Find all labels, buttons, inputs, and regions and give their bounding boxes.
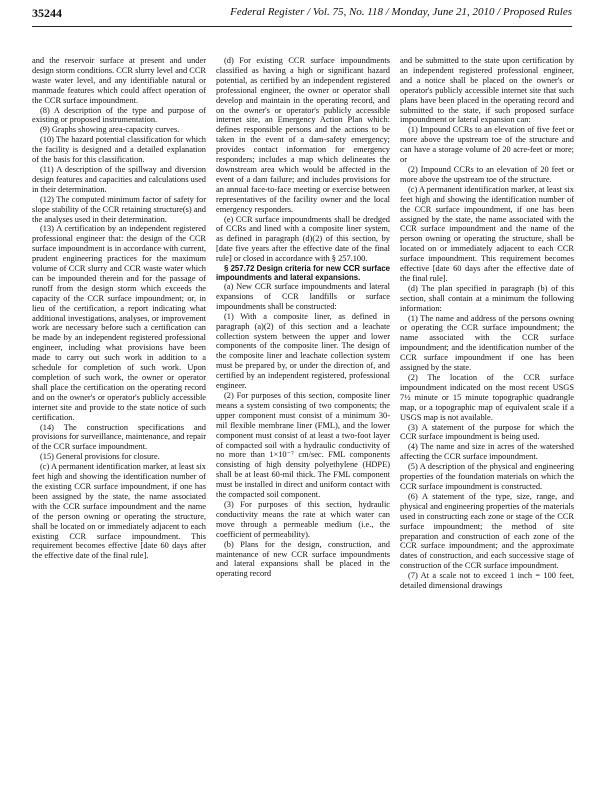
paragraph: (5) A description of the physical and engineering properties of the foundation materials on which the CCR surface impoundment is constructed. [400, 462, 574, 491]
paragraph: (12) The computed minimum factor of safety for slope stability of the CCR retaining structure(s) and the analyses used in their determination. [32, 194, 206, 224]
paragraph: (7) At a scale not to exceed 1 inch = 100 feet, detailed dimensional drawings [400, 571, 574, 591]
paragraph: (8) A description of the type and purpose of existing or proposed instrumentation. [32, 105, 206, 125]
paragraph: (3) A statement of the purpose for which the CCR surface impoundment is being used. [400, 422, 574, 442]
paragraph: (6) A statement of the type, size, range, and physical and engineering properties of the materials used in constructing each zone or stage of the CCR surface impoundment; the method of site preparation and construction of each zone of the CCR surface impoundment; and the approximate dates of construction, and each successive stage of construction of the CCR surface impoundment. [400, 491, 574, 571]
paragraph: (2) Impound CCRs to an elevation of 20 feet or more above the upstream toe of the structure. [400, 164, 574, 184]
paragraph: (d) The plan specified in paragraph (b) of this section, shall contain at a minimum the following information: [400, 283, 574, 313]
paragraph: and the reservoir surface at present and under design storm conditions. CCR slurry level and CCR waste water level, and any identifiable natural or manmade features which could affect operation of the CCR surface impoundment. [32, 56, 206, 105]
paragraph: (c) A permanent identification marker, at least six feet high and showing the identification number of the CCR surface impoundment, if one has been assigned by the state, the name associated with the CCR surface impoundment and the name of the person owning or operating the structure, shall be located on or immediately adjacent to each CCR surface impoundment. This requirement becomes effective [date 60 days after the effective date of the final rule]. [400, 184, 574, 283]
paragraph: and be submitted to the state upon certification by an independent registered professional engineer, and a notice shall be placed on the owner's or operator's publicly accessible internet site that such plans have been placed in the operating record and submitted to the state, if such proposed surface impoundment or lateral expansion can: [400, 56, 574, 125]
column-2 [216, 56, 390, 796]
paragraph: (4) The name and size in acres of the watershed affecting the CCR surface impoundment. [400, 442, 574, 462]
paragraph: (15) General provisions for closure. [40, 452, 160, 462]
paragraph: (1) Impound CCRs to an elevation of five feet or more above the upstream toe of the structure and can have a storage volume of 20 acre-feet or more; or [400, 125, 574, 165]
header-rule [32, 26, 572, 27]
paragraph: (e) CCR surface impoundments shall be dredged of CCRs and lined with a composite liner system, as defined in paragraph (d)(2) of this section, by [date five years after the effective date of the final rule] or closed in accordance with § 257.100. [216, 214, 390, 264]
column-1 [32, 56, 206, 796]
text-columns [32, 56, 574, 796]
page-header [32, 6, 572, 24]
running-head: Federal Register / Vol. 75, No. 118 / Monday, June 21, 2010 / Proposed Rules [230, 6, 572, 18]
paragraph: (9) Graphs showing area-capacity curves. [40, 125, 180, 135]
paragraph: (1) With a composite liner, as defined in paragraph (a)(2) of this section and a leachate collection system between the upper and lower components of the composite liner. The design of the composite liner and leachate collection system must be prepared by, or under the direction of, and certified by an independent registered, professional engineer. [216, 311, 390, 391]
paragraph: (2) The location of the CCR surface impoundment indicated on the most recent USGS 7½ minute or 15 minute topographic quadrangle map, or a topographic map of equivalent scale if a USGS map is not available. [400, 373, 574, 422]
paragraph: (2) For purposes of this section, composite liner means a system consisting of two components; the upper component must consist of a minimum 30-mil flexible membrane liner (FML), and the lower component must consist of at least a two-foot layer of compacted soil with a hydraulic conductivity of no more than 1×10⁻⁷ cm/sec. FML components consisting of high density polyethylene (HDPE) shall be at least 60-mil thick. The FML component must be installed in direct and uniform contact with the compacted soil component. [216, 391, 390, 500]
page-number: 35244 [32, 6, 62, 20]
paragraph: (c) A permanent identification marker, at least six feet high and showing the identification number of the existing CCR surface impoundment, if one has been assigned by the state, the name associated with the CCR surface impoundment and the name of the person owning or operating the structure, shall be located on or immediately adjacent to each existing CCR surface impoundment. This requirement becomes effective [date 60 days after the effective date of the final rule]. [32, 462, 206, 561]
paragraph: (b) Plans for the design, construction, and maintenance of new CCR surface impoundments and lateral expansions shall be placed in the operating record [216, 539, 390, 579]
paragraph: (11) A description of the spillway and diversion design features and capacities and calculations used in their determination. [32, 164, 206, 194]
paragraph: (3) For purposes of this section, hydraulic conductivity means the rate at which water can move through a permeable medium (i.e., the coefficient of permeability). [216, 499, 390, 539]
paragraph: (1) The name and address of the persons owning or operating the CCR surface impoundment; the name associated with the CCR surface impoundment; and the identification number of the CCR surface impoundment if one has been assigned by the state. [400, 313, 574, 373]
paragraph: (14) The construction specifications and provisions for surveillance, maintenance, and repair of the CCR surface impoundment. [32, 422, 206, 452]
paragraph: (a) New CCR surface impoundments and lateral expansions of CCR landfills or surface impoundments shall be constructed: [216, 282, 390, 311]
section-heading: § 257.72 Design criteria for new CCR surface impoundments and lateral expansions. [216, 264, 390, 283]
paragraph: (d) For existing CCR surface impoundments classified as having a high or significant hazard potential, as certified by an independent registered professional engineer, the owner or operator shall develop and maintain in the operating record, and on the owner's or operator's publicly accessible internet site, an Emergency Action Plan which: defines responsible persons and the actions to be taken in the event of a dam-safety emergency; provides contact information for emergency responders; includes a map which delineates the downstream area which would be affected in the event of a dam failure; and includes provisions for an annual face-to-face meeting or exercise between representatives of the facility owner and the local emergency responders. [216, 56, 390, 214]
column-3 [400, 56, 574, 796]
paragraph: (10) The hazard potential classification for which the facility is designed and a detailed explanation of the basis for this classification. [32, 135, 206, 165]
paragraph: (13) A certification by an independent registered professional engineer that: the design of the CCR surface impoundment is in accordance with current, prudent engineering practices for the maximum volume of CCR slurry and CCR waste water which can be impounded therein and for the passage of runoff from the design storm which exceeds the capacity of the CCR surface impoundment; or, in lieu of the certification, a report indicating what additional investigations, analyses, or improvement work are necessary before such a certification can be made by an independent registered professional engineer, including what provisions have been made to carry out such work in addition to a schedule for completion of such work. Upon completion of such work, the owner or operator shall place the certification on the operating record and on the owner's or operator's publicly accessible internet site and provide to the state notice of such certification. [32, 224, 206, 422]
